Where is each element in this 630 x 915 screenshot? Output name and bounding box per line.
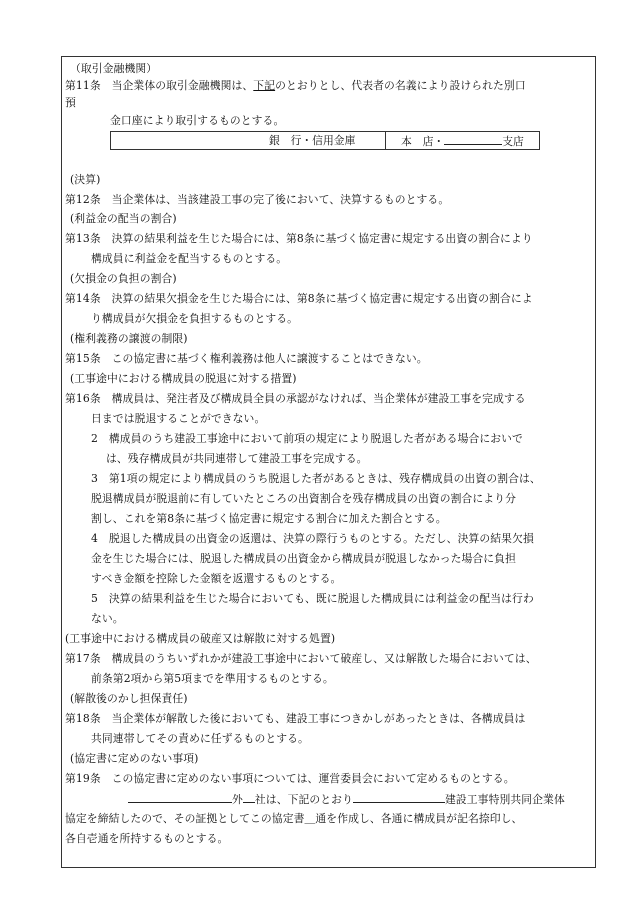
closing-part-3: 建設工事特別共同企業体 <box>444 793 565 806</box>
company-name-blank[interactable] <box>128 792 232 803</box>
article-16-p5: 5 決算の結果利益を生じた場合においても、既に脱退した構成員には利益金の配当は行わ <box>91 592 534 605</box>
heading-profit-distribution: (利益金の配当の割合) <box>70 212 177 225</box>
article-17-cont: 前条第2項から第5項までを準用するものとする。 <box>91 672 334 685</box>
article-16-p3: 3 第1項の規定により構成員のうち脱退した者があるときは、残存構成員の出資の割合は、 <box>91 472 541 485</box>
article-18: 第18条 当企業体が解散した後においても、建設工事につきかしがあったときは、各構成員は <box>65 712 526 725</box>
article-12: 第12条 当企業体は、当該建設工事の完了後において、決算するものとする。 <box>65 193 450 206</box>
article-11: 第11条 当企業体の取引金融機関は、下記のとおりとし、代表者の名義により設けられた別口 <box>65 79 526 92</box>
closing-line-2: 協定を締結したので、その証拠としてこの協定書＿通を作成し、各通に構成員が記名捺印し、 <box>65 812 523 825</box>
closing-part-1: 外 <box>232 793 243 806</box>
project-name-blank[interactable] <box>353 792 445 803</box>
article-17: 第17条 構成員のうちいずれかが建設工事途中において破産し、又は解散した場合においては、 <box>65 652 537 665</box>
article-11-cont: 預 <box>65 96 76 109</box>
bank-type-label: 銀 行・信用金庫 <box>269 134 356 147</box>
branch-name-blank[interactable] <box>444 134 502 145</box>
article-19: 第19条 この協定書に定めのない事項については、運営委員会において定めるものとする。 <box>65 772 515 785</box>
article-16-p4: 4 脱退した構成員の出資金の返還は、決算の際行うものとする。ただし、決算の結果欠損 <box>91 532 534 545</box>
article-16-p5-cont: ない。 <box>91 612 124 625</box>
branch-field <box>401 134 524 148</box>
heading-bankruptcy: (工事途中における構成員の破産又は解散に対する処置) <box>65 632 336 645</box>
heading-withdrawal: (工事途中における構成員の脱退に対する措置) <box>70 372 297 385</box>
branch-prefix: 本 店・ <box>401 135 445 148</box>
article-16-p2: 2 構成員のうち建設工事途中において前項の規定により脱退した者がある場合においで <box>91 432 523 445</box>
closing-line-3: 各自壱通を所持するものとする。 <box>65 832 229 845</box>
heading-loss-share: (欠損金の負担の割合) <box>70 272 177 285</box>
article-14: 第14条 決算の結果欠損金を生じた場合には、第8条に基づく協定書に規定する出資の割合によ <box>65 292 533 305</box>
bank-account-box <box>110 131 540 150</box>
article-13: 第13条 決算の結果利益を生じた場合には、第8条に基づく協定書に規定する出資の割合により <box>65 232 533 245</box>
closing-line-1 <box>128 792 565 806</box>
branch-suffix: 支店 <box>502 135 524 148</box>
article-16-p4-cont-2: すべき金額を控除した金額を返還するものとする。 <box>91 572 342 585</box>
bank-box-divider <box>385 132 386 149</box>
article-18-cont: 共同連帯してその責めに任ずるものとする。 <box>91 732 309 745</box>
article-16-cont: 日までは脱退することができない。 <box>91 412 266 425</box>
underlined-term: 下記 <box>253 79 276 92</box>
heading-transfer-restriction: (権利義務の譲渡の制限) <box>70 332 188 345</box>
article-14-cont: り構成員が欠損金を負担するものとする。 <box>91 312 299 325</box>
article-16-p2-cont: は、残存構成員が共同連帯して建設工事を完成する。 <box>106 452 368 465</box>
article-16-p3-cont-2: 割し、これを第8条に基づく協定書に規定する割合に加えた割合とする。 <box>91 512 447 525</box>
heading-settlement: (決算) <box>70 173 101 186</box>
heading-undefined-matters: (協定書に定めのない事項) <box>70 752 199 765</box>
heading-financial-institution: （取引金融機関） <box>70 62 158 75</box>
heading-warranty: (解散後のかし担保責任) <box>70 692 188 705</box>
closing-part-2: 社は、下記のとおり <box>254 793 353 806</box>
company-count-blank[interactable] <box>243 792 255 803</box>
article-13-cont: 構成員に利益金を配当するものとする。 <box>91 252 288 265</box>
article-16-p4-cont: 金を生じた場合には、脱退した構成員の出資金から構成員が脱退しなかった場合に負担 <box>91 552 516 565</box>
article-15: 第15条 この協定書に基づく権利義務は他人に譲渡することはできない。 <box>65 352 428 365</box>
article-11-cont-2: 金口座により取引するものとする。 <box>110 114 285 127</box>
article-16: 第16条 構成員は、発注者及び構成員全員の承認がなければ、当企業体が建設工事を完成する <box>65 392 526 405</box>
article-16-p3-cont: 脱退構成員が脱退前に有していたところの出資割合を残存構成員の出資の割合により分 <box>91 492 516 505</box>
